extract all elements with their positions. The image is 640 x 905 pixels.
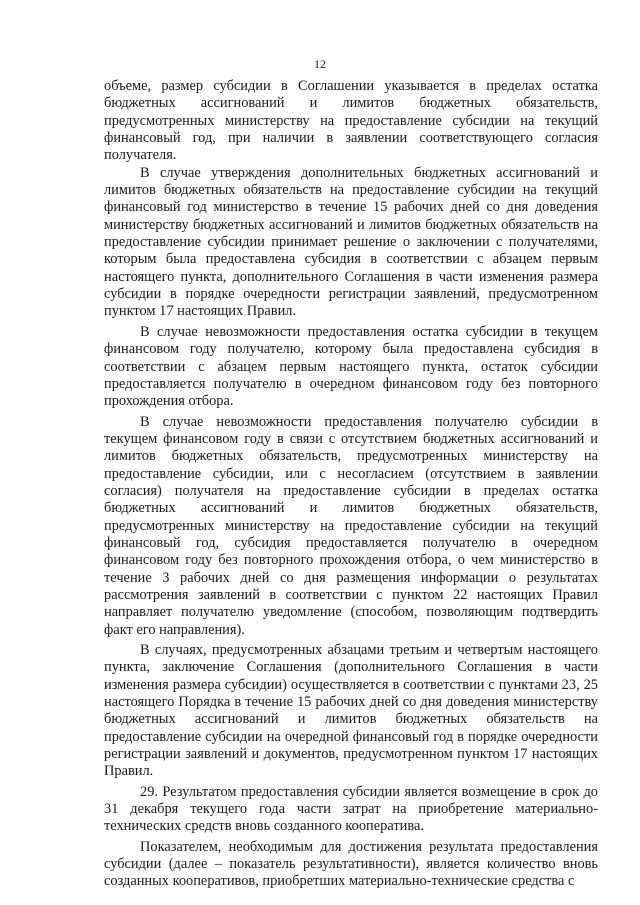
paragraph-remaining-subsidy: В случае невозможности предоставления остатка субсидии в текущем финансовом году получателю, которому была предоставлена субсидия в соответствии с абзацем первым настоящего пункта, остаток субсидии предоставляется получателю в очередном финансовом году без повторного прохождения отбора.: [104, 323, 598, 410]
document-body: [104, 78, 598, 891]
paragraph-agreement-conclusion: В случаях, предусмотренных абзацами третьим и четвертым настоящего пункта, заключение Соглашения (дополнительного Соглашения в части изменения размера субсидии) осуществляется в соответствии с пунктами 23, 25 настоящего Порядка в течение 15 рабочих дней со дня доведения министерству бюджетных ассигнований и лимитов бюджетных обязательств на предоставление субсидии на очередной финансовый год в порядке очередности регистрации заявлений и документов, предусмотренном пунктом 17 настоящих Правил.: [104, 642, 598, 780]
paragraph-performance-indicator: Показателем, необходимым для достижения результата предоставления субсидии (далее – показатель результативности), является количество вновь созданных кооперативов, приобретших материально-технические средства с: [104, 838, 598, 890]
paragraph-additional-allocations: В случае утверждения дополнительных бюджетных ассигнований и лимитов бюджетных обязательств на предоставление субсидии на текущий финансовый год министерство в течение 15 рабочих дней со дня доведения министерству бюджетных ассигнований и лимитов бюджетных обязательств на предоставление субсидии принимает решение о заключении с получателями, которым была предоставлена субсидия в соответствии с абзацем первым настоящего пункта, дополнительного Соглашения в части изменения размера субсидии в порядке очередности регистрации заявлений, предусмотренном пунктом 17 настоящих Правил.: [104, 164, 598, 320]
paragraph-continuation: объеме, размер субсидии в Соглашении указывается в пределах остатка бюджетных ассигнований и лимитов бюджетных обязательств, предусмотренных министерству на предоставление субсидии на текущий финансовый год, при наличии в заявлении соответствующего согласия получателя.: [104, 78, 598, 164]
page-number: 12: [314, 57, 326, 71]
paragraph-impossibility-of-provision: В случае невозможности предоставления получателю субсидии в текущем финансовом году в связи с отсутствием бюджетных ассигнований и лимитов бюджетных обязательств, предусмотренных министерству на предоставление субсидии, или с несогласием (отсутствием в заявлении согласия) получателя на предоставление субсидии в пределах остатка бюджетных ассигнований и лимитов бюджетных обязательств, предусмотренных министерству на предоставление субсидии на текущий финансовый год, субсидия предоставляется получателю в очередном финансовом году без повторного прохождения отбора, о чем министерство в течение 3 рабочих дней со дня размещения информации о результатах рассмотрения заявлений в соответствии с пунктом 22 настоящих Правил направляет получателю уведомление (способом, позволяющим подтвердить факт его направления).: [104, 413, 598, 638]
paragraph-item-29-result: 29. Результатом предоставления субсидии является возмещение в срок до 31 декабря текущего года части затрат на приобретение материально-технических средств вновь созданного кооператива.: [104, 783, 598, 835]
